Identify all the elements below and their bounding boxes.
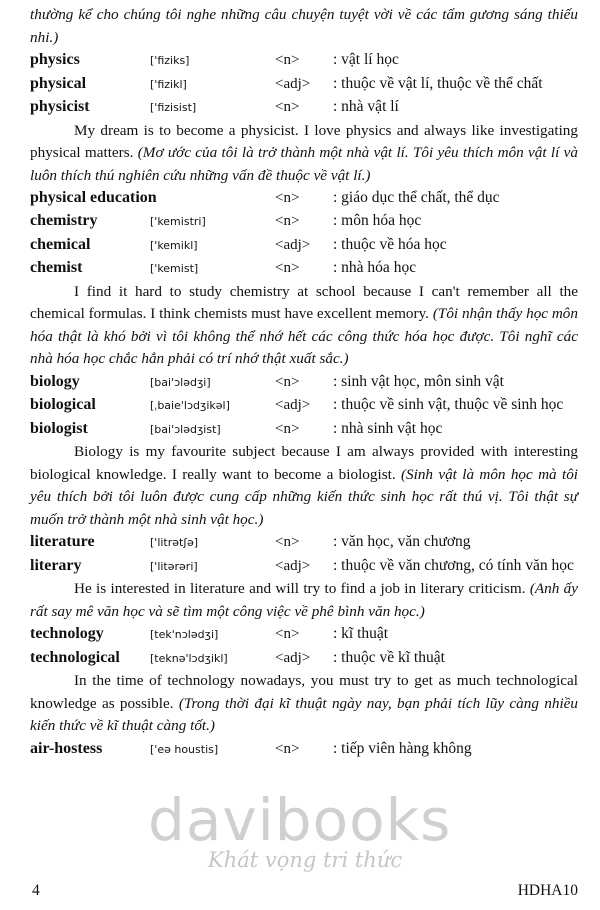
intro-tail-text: thường kể cho chúng tôi nghe những câu chuyện tuyệt vời về các tấm gương sáng thiếu nhi.) bbox=[30, 6, 578, 46]
entry-air-hostess bbox=[30, 738, 578, 762]
entry-ipa: [tek'nɔlədʒi] bbox=[150, 628, 219, 641]
entry-meaning: : văn học, văn chương bbox=[333, 533, 471, 550]
example-english: In the time of technology nowadays, you must try to get as much technological knowledge as possible. bbox=[30, 672, 578, 712]
book-code: HDHA10 bbox=[517, 882, 578, 899]
example-english: I find it hard to study chemistry at school because I can't remember all the chemical formulas. I think chemists must have excellent memory. bbox=[30, 282, 578, 322]
entry-pos: <n> bbox=[275, 626, 300, 642]
entry-ipa: ['eə houstis] bbox=[150, 742, 219, 756]
entry-ipa: [bai'ɔlədʒi] bbox=[150, 375, 211, 389]
entry-ipa: ['kemist] bbox=[150, 262, 199, 275]
entry-meaning: : thuộc về vật lí, thuộc về thể chất bbox=[333, 74, 543, 92]
entry-meaning: : nhà hóa học bbox=[333, 259, 417, 276]
entry-pos: <n> bbox=[275, 373, 300, 390]
entry-literary bbox=[30, 555, 578, 579]
entry-technological bbox=[30, 647, 578, 671]
entry-word: physical bbox=[30, 74, 87, 92]
entry-word: literary bbox=[30, 556, 82, 574]
entry-biologist bbox=[30, 418, 578, 442]
entry-pos: <adj> bbox=[275, 397, 311, 413]
entry-literature bbox=[30, 531, 578, 555]
entry-meaning: : giáo dục thể chất, thể dục bbox=[333, 189, 500, 206]
example-vietnamese: (Tôi nhận thấy học môn hóa thật là khó bởi vì tôi không thể nhớ hết các công thức hóa học được. Tôi nghĩ các nhà hóa học chắc hẳn phải có trí nhớ thật xuất sắc.) bbox=[30, 305, 578, 367]
page-content bbox=[30, 4, 578, 761]
entry-meaning: : nhà sinh vật học bbox=[333, 419, 443, 437]
entry-meaning: : kĩ thuật bbox=[333, 625, 389, 642]
entry-pos: <n> bbox=[275, 260, 300, 276]
entry-ipa: ['kemistri] bbox=[150, 215, 206, 228]
entry-meaning: : môn hóa học bbox=[333, 212, 422, 229]
entry-word: biology bbox=[30, 372, 80, 390]
watermark-tagline: Khát vọng tri thức bbox=[208, 848, 403, 872]
example-paragraph-biology bbox=[30, 441, 578, 531]
example-paragraph-chemistry bbox=[30, 281, 578, 371]
example-english: He is interested in literature and will try to find a job in literary criticism. bbox=[74, 580, 526, 597]
entry-meaning: : vật lí học bbox=[333, 51, 399, 68]
entry-physics bbox=[30, 49, 578, 73]
entry-word: technology bbox=[30, 625, 104, 642]
entry-pos: <n> bbox=[275, 52, 300, 68]
example-vietnamese: (Sinh vật là môn học mà tôi yêu thích bởi tôi luôn được cung cấp những kiến thức sinh học rất thú vị. Tôi thật sự muốn trở thành một nhà sinh vật học.) bbox=[30, 465, 579, 528]
entry-pos: <n> bbox=[275, 213, 300, 229]
entry-ipa: ['litrətʃə] bbox=[150, 536, 199, 549]
entry-word: chemical bbox=[30, 235, 91, 253]
entry-ipa: ['litərəri] bbox=[150, 559, 198, 573]
entry-meaning: : nhà vật lí bbox=[333, 98, 399, 115]
entry-pos: <n> bbox=[275, 99, 300, 115]
entry-pos: <n> bbox=[275, 420, 300, 437]
entry-chemistry bbox=[30, 210, 578, 234]
entry-pos: <n> bbox=[275, 740, 300, 757]
entry-ipa: [teknə'lɔdʒikl] bbox=[150, 651, 228, 665]
example-vietnamese: (Mơ ước của tôi là trở thành một nhà vật lí. Tôi yêu thích môn vật lí và luôn thích thú nghiên cứu những vấn đề thuộc về vật lí.) bbox=[30, 144, 578, 184]
entry-pos: <adj> bbox=[275, 649, 311, 666]
entry-word: technological bbox=[30, 648, 120, 666]
entry-word: literature bbox=[30, 533, 95, 550]
entry-ipa: ['fizisist] bbox=[150, 101, 197, 114]
entry-word: chemistry bbox=[30, 212, 98, 229]
entry-ipa: ['fizikl] bbox=[150, 77, 187, 91]
watermark-brand: davibooks bbox=[148, 786, 452, 854]
entry-pos: <adj> bbox=[275, 75, 311, 92]
publisher-watermark bbox=[148, 786, 452, 886]
entry-pos: <n> bbox=[275, 190, 300, 206]
example-english: My dream is to become a physicist. I love physics and always like investigating physical matters. bbox=[30, 121, 578, 161]
entry-ipa: ['kemikl] bbox=[150, 238, 198, 252]
entry-chemical bbox=[30, 234, 578, 258]
entry-word: physical education bbox=[30, 189, 157, 206]
entry-ipa: ['fiziks] bbox=[150, 54, 190, 67]
entry-physical-education bbox=[30, 187, 578, 210]
entry-meaning: : thuộc về hóa học bbox=[333, 235, 447, 253]
entry-word: physics bbox=[30, 51, 80, 68]
entry-biology bbox=[30, 371, 578, 395]
entry-ipa: [ˌbaie'lɔdʒikəl] bbox=[150, 399, 230, 412]
entry-technology bbox=[30, 623, 578, 647]
entry-meaning: : tiếp viên hàng không bbox=[333, 739, 472, 757]
entry-physicist bbox=[30, 96, 578, 120]
example-paragraph-literature bbox=[30, 578, 578, 623]
entry-word: biological bbox=[30, 396, 96, 413]
example-english: Biology is my favourite subject because I am always provided with interesting biological knowledge. I really want to become a biologist. bbox=[30, 443, 578, 483]
entry-chemist bbox=[30, 257, 578, 281]
entry-pos: <adj> bbox=[275, 236, 311, 253]
entry-physical bbox=[30, 73, 578, 97]
entry-meaning: : thuộc về sinh vật, thuộc về sinh học bbox=[333, 396, 564, 413]
example-paragraph-technology bbox=[30, 670, 578, 738]
entry-word: air-hostess bbox=[30, 739, 103, 757]
entry-word: physicist bbox=[30, 98, 90, 115]
entry-word: biologist bbox=[30, 419, 88, 437]
entry-meaning: : thuộc về văn chương, có tính văn học bbox=[333, 556, 574, 574]
entry-word: chemist bbox=[30, 259, 83, 276]
entry-meaning: : sinh vật học, môn sinh vật bbox=[333, 372, 504, 390]
example-paragraph-physics bbox=[30, 120, 578, 188]
example-vietnamese: (Anh ấy rất say mê văn học và sẽ tìm một công việc về phê bình văn học.) bbox=[30, 580, 579, 620]
entry-pos: <n> bbox=[275, 534, 300, 550]
entry-ipa: [bai'ɔlədʒist] bbox=[150, 422, 221, 436]
entry-pos: <adj> bbox=[275, 557, 311, 574]
example-vietnamese: (Trong thời đại kĩ thuật ngày nay, bạn phải tích lũy càng nhiều kiến thức về kĩ thuật càng tốt.) bbox=[30, 694, 578, 734]
page-number: 4 bbox=[32, 882, 40, 899]
entry-biological bbox=[30, 394, 578, 418]
entry-meaning: : thuộc về kĩ thuật bbox=[333, 648, 445, 666]
